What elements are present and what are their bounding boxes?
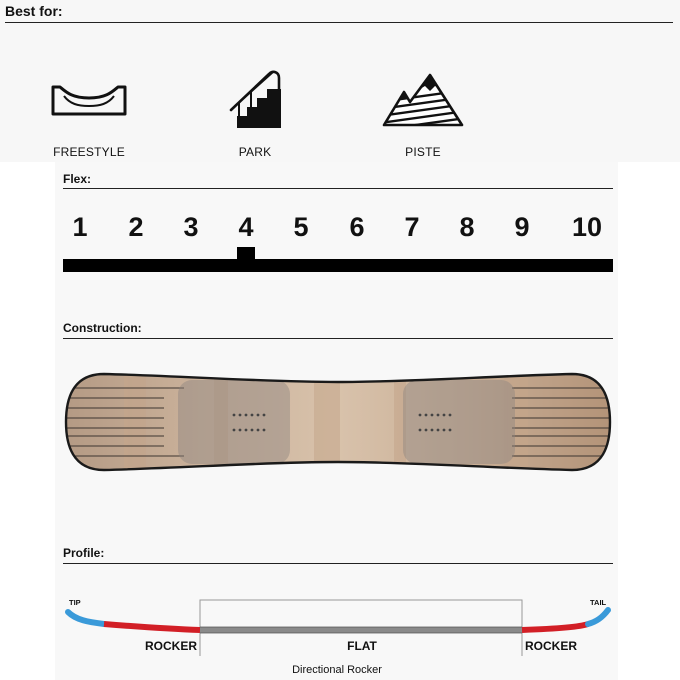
flex-number-3: 3 [183,212,199,242]
snowboard-construction-image [64,370,612,474]
profile-caption: Directional Rocker [292,664,382,676]
flex-number-1: 1 [72,212,88,242]
flex-value-marker [237,247,255,260]
tail-label: TAIL [590,598,607,607]
construction-heading: Construction: [63,321,142,335]
profile-heading: Profile: [63,546,105,560]
flex-number-10: 10 [571,212,603,242]
best-for-heading: Best for: [5,3,63,19]
rocker-right-label: ROCKER [524,639,578,653]
mountains-icon [380,72,466,128]
profile-divider [63,563,613,564]
tip-label: TIP [69,598,81,607]
piste-label: PISTE [405,145,441,159]
flex-number-4: 4 [238,212,254,242]
flex-number-7: 7 [404,212,420,242]
flex-number-8: 8 [459,212,475,242]
flex-number-5: 5 [293,212,309,242]
flex-scale-bar [63,259,613,272]
best-for-divider [5,22,673,23]
flex-number-2: 2 [128,212,144,242]
flex-number-9: 9 [514,212,530,242]
flex-divider [63,188,613,189]
flex-number-6: 6 [349,212,365,242]
flat-label: FLAT [347,639,377,653]
best-for-panel [0,0,680,162]
flex-heading: Flex: [63,172,92,186]
park-label: PARK [238,145,272,159]
halfpipe-icon [50,84,128,118]
stairs-rail-icon [229,70,283,130]
rocker-left-label: ROCKER [144,639,198,653]
construction-divider [63,338,613,339]
freestyle-label: FREESTYLE [53,145,125,159]
